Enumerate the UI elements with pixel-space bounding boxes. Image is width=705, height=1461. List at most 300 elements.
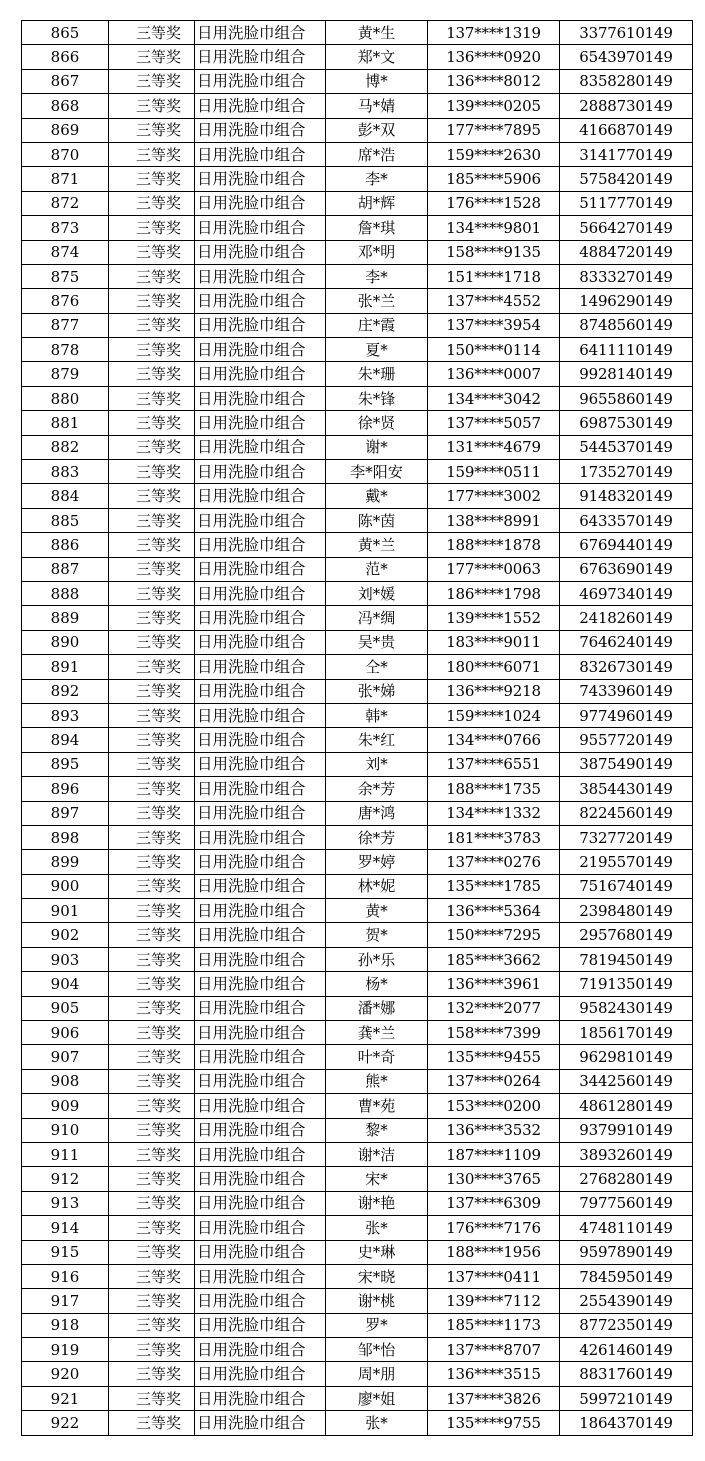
prize-level-cell: 三等奖 xyxy=(109,264,195,288)
prize-level-cell: 三等奖 xyxy=(109,1045,195,1069)
prize-level-cell: 三等奖 xyxy=(109,1021,195,1045)
prize-code-cell: 6543970149 xyxy=(560,45,693,69)
prize-item-cell: 日用洗脸巾组合 xyxy=(195,752,326,776)
prize-level-cell: 三等奖 xyxy=(109,1069,195,1093)
winner-name-cell: 韩* xyxy=(326,703,428,727)
prize-item-cell: 日用洗脸巾组合 xyxy=(195,606,326,630)
table-row xyxy=(22,728,693,752)
winner-name-cell: 郑*文 xyxy=(326,45,428,69)
prize-item-cell: 日用洗脸巾组合 xyxy=(195,1118,326,1142)
phone-number-cell: 134****3042 xyxy=(428,386,560,410)
table-row xyxy=(22,581,693,605)
phone-number-cell: 188****1956 xyxy=(428,1240,560,1264)
prize-code-cell: 2957680149 xyxy=(560,923,693,947)
prize-code-cell: 6763690149 xyxy=(560,557,693,581)
winner-name-cell: 潘*娜 xyxy=(326,996,428,1020)
row-number-cell: 920 xyxy=(22,1362,109,1386)
row-number-cell: 893 xyxy=(22,703,109,727)
row-number-cell: 881 xyxy=(22,411,109,435)
table-row xyxy=(22,411,693,435)
phone-number-cell: 185****5906 xyxy=(428,167,560,191)
winner-name-cell: 朱*锋 xyxy=(326,386,428,410)
prize-level-cell: 三等奖 xyxy=(109,801,195,825)
prize-code-cell: 9774960149 xyxy=(560,703,693,727)
prize-code-cell: 2888730149 xyxy=(560,94,693,118)
prize-level-cell: 三等奖 xyxy=(109,533,195,557)
table-row xyxy=(22,850,693,874)
prize-code-cell: 8772350149 xyxy=(560,1313,693,1337)
prize-code-cell: 8831760149 xyxy=(560,1362,693,1386)
prize-code-cell: 2554390149 xyxy=(560,1289,693,1313)
table-row xyxy=(22,1264,693,1288)
row-number-cell: 891 xyxy=(22,655,109,679)
prize-code-cell: 4861280149 xyxy=(560,1094,693,1118)
prize-level-cell: 三等奖 xyxy=(109,508,195,532)
table-row xyxy=(22,191,693,215)
row-number-cell: 906 xyxy=(22,1021,109,1045)
prize-item-cell: 日用洗脸巾组合 xyxy=(195,1362,326,1386)
row-number-cell: 912 xyxy=(22,1167,109,1191)
table-row xyxy=(22,1118,693,1142)
prize-code-cell: 3377610149 xyxy=(560,21,693,45)
table-row xyxy=(22,216,693,240)
prize-item-cell: 日用洗脸巾组合 xyxy=(195,1313,326,1337)
table-row xyxy=(22,362,693,386)
prize-code-cell: 9629810149 xyxy=(560,1045,693,1069)
row-number-cell: 868 xyxy=(22,94,109,118)
prize-code-cell: 1735270149 xyxy=(560,460,693,484)
prize-code-cell: 7327720149 xyxy=(560,825,693,849)
phone-number-cell: 137****4552 xyxy=(428,289,560,313)
prize-code-cell: 1856170149 xyxy=(560,1021,693,1045)
prize-item-cell: 日用洗脸巾组合 xyxy=(195,45,326,69)
row-number-cell: 910 xyxy=(22,1118,109,1142)
phone-number-cell: 137****6551 xyxy=(428,752,560,776)
prize-item-cell: 日用洗脸巾组合 xyxy=(195,142,326,166)
prize-code-cell: 3854430149 xyxy=(560,777,693,801)
prize-item-cell: 日用洗脸巾组合 xyxy=(195,264,326,288)
table-row xyxy=(22,947,693,971)
prize-level-cell: 三等奖 xyxy=(109,1118,195,1142)
phone-number-cell: 158****9135 xyxy=(428,240,560,264)
phone-number-cell: 136****3515 xyxy=(428,1362,560,1386)
table-row xyxy=(22,533,693,557)
prize-level-cell: 三等奖 xyxy=(109,1240,195,1264)
prize-item-cell: 日用洗脸巾组合 xyxy=(195,289,326,313)
phone-number-cell: 135****1785 xyxy=(428,874,560,898)
winner-name-cell: 龚*兰 xyxy=(326,1021,428,1045)
winner-name-cell: 李*阳安 xyxy=(326,460,428,484)
table-row xyxy=(22,142,693,166)
winner-name-cell: 冯*绸 xyxy=(326,606,428,630)
row-number-cell: 880 xyxy=(22,386,109,410)
winner-name-cell: 宋* xyxy=(326,1167,428,1191)
phone-number-cell: 159****0511 xyxy=(428,460,560,484)
phone-number-cell: 150****0114 xyxy=(428,338,560,362)
winner-name-cell: 陈*茵 xyxy=(326,508,428,532)
phone-number-cell: 138****8991 xyxy=(428,508,560,532)
prize-item-cell: 日用洗脸巾组合 xyxy=(195,728,326,752)
phone-number-cell: 177****3002 xyxy=(428,484,560,508)
prize-code-cell: 8748560149 xyxy=(560,313,693,337)
prize-level-cell: 三等奖 xyxy=(109,825,195,849)
winner-name-cell: 黄*兰 xyxy=(326,533,428,557)
row-number-cell: 917 xyxy=(22,1289,109,1313)
prize-level-cell: 三等奖 xyxy=(109,386,195,410)
prize-level-cell: 三等奖 xyxy=(109,1313,195,1337)
row-number-cell: 874 xyxy=(22,240,109,264)
table-row xyxy=(22,435,693,459)
prize-item-cell: 日用洗脸巾组合 xyxy=(195,338,326,362)
row-number-cell: 901 xyxy=(22,899,109,923)
winner-name-cell: 史*琳 xyxy=(326,1240,428,1264)
row-number-cell: 916 xyxy=(22,1264,109,1288)
phone-number-cell: 188****1735 xyxy=(428,777,560,801)
row-number-cell: 896 xyxy=(22,777,109,801)
prize-code-cell: 8358280149 xyxy=(560,69,693,93)
prize-item-cell: 日用洗脸巾组合 xyxy=(195,362,326,386)
row-number-cell: 903 xyxy=(22,947,109,971)
prize-level-cell: 三等奖 xyxy=(109,313,195,337)
phone-number-cell: 137****3954 xyxy=(428,313,560,337)
row-number-cell: 882 xyxy=(22,435,109,459)
prize-code-cell: 7191350149 xyxy=(560,972,693,996)
prize-code-cell: 2398480149 xyxy=(560,899,693,923)
table-row xyxy=(22,557,693,581)
prize-item-cell: 日用洗脸巾组合 xyxy=(195,411,326,435)
table-row xyxy=(22,313,693,337)
prize-level-cell: 三等奖 xyxy=(109,1167,195,1191)
prize-item-cell: 日用洗脸巾组合 xyxy=(195,1167,326,1191)
prize-item-cell: 日用洗脸巾组合 xyxy=(195,703,326,727)
prize-code-cell: 2768280149 xyxy=(560,1167,693,1191)
prize-code-cell: 6987530149 xyxy=(560,411,693,435)
winner-name-cell: 吴*贵 xyxy=(326,630,428,654)
phone-number-cell: 139****0205 xyxy=(428,94,560,118)
row-number-cell: 875 xyxy=(22,264,109,288)
prize-code-cell: 7646240149 xyxy=(560,630,693,654)
winner-name-cell: 谢*艳 xyxy=(326,1191,428,1215)
prize-code-cell: 3141770149 xyxy=(560,142,693,166)
winner-name-cell: 彭*双 xyxy=(326,118,428,142)
prize-code-cell: 8333270149 xyxy=(560,264,693,288)
prize-item-cell: 日用洗脸巾组合 xyxy=(195,533,326,557)
prize-code-cell: 7516740149 xyxy=(560,874,693,898)
phone-number-cell: 188****1878 xyxy=(428,533,560,557)
table-row xyxy=(22,1216,693,1240)
table-row xyxy=(22,484,693,508)
prize-item-cell: 日用洗脸巾组合 xyxy=(195,435,326,459)
row-number-cell: 904 xyxy=(22,972,109,996)
row-number-cell: 865 xyxy=(22,21,109,45)
phone-number-cell: 137****0276 xyxy=(428,850,560,874)
phone-number-cell: 137****6309 xyxy=(428,1191,560,1215)
prize-item-cell: 日用洗脸巾组合 xyxy=(195,801,326,825)
winner-name-cell: 罗* xyxy=(326,1313,428,1337)
winner-name-cell: 李* xyxy=(326,167,428,191)
row-number-cell: 909 xyxy=(22,1094,109,1118)
winner-name-cell: 熊* xyxy=(326,1069,428,1093)
prize-level-cell: 三等奖 xyxy=(109,191,195,215)
table-row xyxy=(22,752,693,776)
prize-item-cell: 日用洗脸巾组合 xyxy=(195,777,326,801)
row-number-cell: 907 xyxy=(22,1045,109,1069)
phone-number-cell: 136****8012 xyxy=(428,69,560,93)
row-number-cell: 884 xyxy=(22,484,109,508)
table-row xyxy=(22,874,693,898)
phone-number-cell: 132****2077 xyxy=(428,996,560,1020)
winner-name-cell: 张* xyxy=(326,1216,428,1240)
prize-item-cell: 日用洗脸巾组合 xyxy=(195,1021,326,1045)
phone-number-cell: 135****9455 xyxy=(428,1045,560,1069)
phone-number-cell: 137****0264 xyxy=(428,1069,560,1093)
table-row xyxy=(22,923,693,947)
table-row xyxy=(22,21,693,45)
prize-item-cell: 日用洗脸巾组合 xyxy=(195,191,326,215)
prize-level-cell: 三等奖 xyxy=(109,874,195,898)
prize-level-cell: 三等奖 xyxy=(109,1142,195,1166)
phone-number-cell: 181****3783 xyxy=(428,825,560,849)
prize-item-cell: 日用洗脸巾组合 xyxy=(195,1216,326,1240)
table-row xyxy=(22,1191,693,1215)
prize-level-cell: 三等奖 xyxy=(109,1338,195,1362)
winner-name-cell: 戴* xyxy=(326,484,428,508)
row-number-cell: 877 xyxy=(22,313,109,337)
prize-code-cell: 9597890149 xyxy=(560,1240,693,1264)
phone-number-cell: 177****0063 xyxy=(428,557,560,581)
row-number-cell: 897 xyxy=(22,801,109,825)
winner-name-cell: 唐*鸿 xyxy=(326,801,428,825)
prize-item-cell: 日用洗脸巾组合 xyxy=(195,581,326,605)
prize-code-cell: 2418260149 xyxy=(560,606,693,630)
table-row xyxy=(22,1094,693,1118)
table-row xyxy=(22,264,693,288)
row-number-cell: 918 xyxy=(22,1313,109,1337)
phone-number-cell: 134****0766 xyxy=(428,728,560,752)
winner-name-cell: 谢*洁 xyxy=(326,1142,428,1166)
winner-name-cell: 曹*苑 xyxy=(326,1094,428,1118)
phone-number-cell: 134****1332 xyxy=(428,801,560,825)
phone-number-cell: 137****1319 xyxy=(428,21,560,45)
prize-level-cell: 三等奖 xyxy=(109,728,195,752)
prize-level-cell: 三等奖 xyxy=(109,899,195,923)
row-number-cell: 869 xyxy=(22,118,109,142)
prize-item-cell: 日用洗脸巾组合 xyxy=(195,1289,326,1313)
prize-code-cell: 4884720149 xyxy=(560,240,693,264)
prize-level-cell: 三等奖 xyxy=(109,338,195,362)
prize-code-cell: 7977560149 xyxy=(560,1191,693,1215)
winners-table-body xyxy=(22,21,693,1436)
prize-level-cell: 三等奖 xyxy=(109,460,195,484)
row-number-cell: 905 xyxy=(22,996,109,1020)
phone-number-cell: 136****5364 xyxy=(428,899,560,923)
prize-level-cell: 三等奖 xyxy=(109,1386,195,1410)
phone-number-cell: 176****7176 xyxy=(428,1216,560,1240)
prize-item-cell: 日用洗脸巾组合 xyxy=(195,1045,326,1069)
prize-code-cell: 7819450149 xyxy=(560,947,693,971)
phone-number-cell: 159****1024 xyxy=(428,703,560,727)
phone-number-cell: 136****3532 xyxy=(428,1118,560,1142)
table-row xyxy=(22,825,693,849)
winner-name-cell: 席*浩 xyxy=(326,142,428,166)
table-row xyxy=(22,240,693,264)
phone-number-cell: 186****1798 xyxy=(428,581,560,605)
row-number-cell: 915 xyxy=(22,1240,109,1264)
winner-name-cell: 徐*贤 xyxy=(326,411,428,435)
prize-code-cell: 3893260149 xyxy=(560,1142,693,1166)
prize-level-cell: 三等奖 xyxy=(109,118,195,142)
row-number-cell: 872 xyxy=(22,191,109,215)
phone-number-cell: 137****5057 xyxy=(428,411,560,435)
row-number-cell: 870 xyxy=(22,142,109,166)
winner-name-cell: 徐*芳 xyxy=(326,825,428,849)
table-row xyxy=(22,1386,693,1410)
prize-item-cell: 日用洗脸巾组合 xyxy=(195,1240,326,1264)
phone-number-cell: 136****9218 xyxy=(428,679,560,703)
prize-code-cell: 3442560149 xyxy=(560,1069,693,1093)
prize-level-cell: 三等奖 xyxy=(109,1094,195,1118)
phone-number-cell: 139****1552 xyxy=(428,606,560,630)
row-number-cell: 899 xyxy=(22,850,109,874)
winner-name-cell: 邹*怡 xyxy=(326,1338,428,1362)
phone-number-cell: 177****7895 xyxy=(428,118,560,142)
winner-name-cell: 杨* xyxy=(326,972,428,996)
row-number-cell: 888 xyxy=(22,581,109,605)
prize-level-cell: 三等奖 xyxy=(109,45,195,69)
winner-name-cell: 余*芳 xyxy=(326,777,428,801)
prize-item-cell: 日用洗脸巾组合 xyxy=(195,167,326,191)
prize-code-cell: 6433570149 xyxy=(560,508,693,532)
prize-item-cell: 日用洗脸巾组合 xyxy=(195,118,326,142)
phone-number-cell: 185****3662 xyxy=(428,947,560,971)
prize-item-cell: 日用洗脸巾组合 xyxy=(195,1264,326,1288)
prize-item-cell: 日用洗脸巾组合 xyxy=(195,94,326,118)
phone-number-cell: 137****8707 xyxy=(428,1338,560,1362)
prize-item-cell: 日用洗脸巾组合 xyxy=(195,825,326,849)
prize-code-cell: 5997210149 xyxy=(560,1386,693,1410)
prize-item-cell: 日用洗脸巾组合 xyxy=(195,460,326,484)
prize-item-cell: 日用洗脸巾组合 xyxy=(195,1411,326,1435)
prize-level-cell: 三等奖 xyxy=(109,606,195,630)
phone-number-cell: 153****0200 xyxy=(428,1094,560,1118)
prize-code-cell: 2195570149 xyxy=(560,850,693,874)
winner-name-cell: 黄*生 xyxy=(326,21,428,45)
prize-item-cell: 日用洗脸巾组合 xyxy=(195,508,326,532)
winner-name-cell: 博* xyxy=(326,69,428,93)
prize-code-cell: 4697340149 xyxy=(560,581,693,605)
prize-code-cell: 1496290149 xyxy=(560,289,693,313)
prize-level-cell: 三等奖 xyxy=(109,216,195,240)
prize-code-cell: 8224560149 xyxy=(560,801,693,825)
table-row xyxy=(22,606,693,630)
phone-number-cell: 180****6071 xyxy=(428,655,560,679)
table-row xyxy=(22,972,693,996)
prize-code-cell: 5117770149 xyxy=(560,191,693,215)
row-number-cell: 876 xyxy=(22,289,109,313)
prize-code-cell: 9379910149 xyxy=(560,1118,693,1142)
table-row xyxy=(22,679,693,703)
prize-level-cell: 三等奖 xyxy=(109,362,195,386)
winner-name-cell: 詹*琪 xyxy=(326,216,428,240)
table-row xyxy=(22,996,693,1020)
prize-code-cell: 9148320149 xyxy=(560,484,693,508)
prize-item-cell: 日用洗脸巾组合 xyxy=(195,899,326,923)
phone-number-cell: 134****9801 xyxy=(428,216,560,240)
table-row xyxy=(22,1362,693,1386)
table-row xyxy=(22,508,693,532)
winner-name-cell: 张*娣 xyxy=(326,679,428,703)
row-number-cell: 885 xyxy=(22,508,109,532)
winner-name-cell: 宋*晓 xyxy=(326,1264,428,1288)
winner-name-cell: 胡*辉 xyxy=(326,191,428,215)
row-number-cell: 913 xyxy=(22,1191,109,1215)
phone-number-cell: 159****2630 xyxy=(428,142,560,166)
prize-code-cell: 8326730149 xyxy=(560,655,693,679)
prize-level-cell: 三等奖 xyxy=(109,630,195,654)
winner-name-cell: 邓*明 xyxy=(326,240,428,264)
prize-code-cell: 7845950149 xyxy=(560,1264,693,1288)
phone-number-cell: 136****3961 xyxy=(428,972,560,996)
phone-number-cell: 150****7295 xyxy=(428,923,560,947)
prize-item-cell: 日用洗脸巾组合 xyxy=(195,923,326,947)
table-row xyxy=(22,289,693,313)
winner-name-cell: 谢* xyxy=(326,435,428,459)
winner-name-cell: 张* xyxy=(326,1411,428,1435)
phone-number-cell: 135****9755 xyxy=(428,1411,560,1435)
prize-level-cell: 三等奖 xyxy=(109,411,195,435)
table-row xyxy=(22,801,693,825)
phone-number-cell: 185****1173 xyxy=(428,1313,560,1337)
prize-item-cell: 日用洗脸巾组合 xyxy=(195,972,326,996)
prize-item-cell: 日用洗脸巾组合 xyxy=(195,1142,326,1166)
prize-code-cell: 4748110149 xyxy=(560,1216,693,1240)
prize-item-cell: 日用洗脸巾组合 xyxy=(195,630,326,654)
prize-code-cell: 5758420149 xyxy=(560,167,693,191)
row-number-cell: 866 xyxy=(22,45,109,69)
prize-code-cell: 6411110149 xyxy=(560,338,693,362)
table-row xyxy=(22,167,693,191)
winner-name-cell: 黄* xyxy=(326,899,428,923)
row-number-cell: 914 xyxy=(22,1216,109,1240)
winner-name-cell: 贺* xyxy=(326,923,428,947)
table-row xyxy=(22,338,693,362)
table-row xyxy=(22,1142,693,1166)
prize-code-cell: 9928140149 xyxy=(560,362,693,386)
row-number-cell: 887 xyxy=(22,557,109,581)
prize-code-cell: 6769440149 xyxy=(560,533,693,557)
prize-item-cell: 日用洗脸巾组合 xyxy=(195,850,326,874)
row-number-cell: 919 xyxy=(22,1338,109,1362)
prize-level-cell: 三等奖 xyxy=(109,679,195,703)
prize-level-cell: 三等奖 xyxy=(109,240,195,264)
prize-item-cell: 日用洗脸巾组合 xyxy=(195,240,326,264)
table-row xyxy=(22,1289,693,1313)
prize-level-cell: 三等奖 xyxy=(109,1411,195,1435)
table-row xyxy=(22,1411,693,1435)
prize-level-cell: 三等奖 xyxy=(109,21,195,45)
row-number-cell: 908 xyxy=(22,1069,109,1093)
prize-item-cell: 日用洗脸巾组合 xyxy=(195,216,326,240)
row-number-cell: 892 xyxy=(22,679,109,703)
prize-level-cell: 三等奖 xyxy=(109,1216,195,1240)
table-row xyxy=(22,1069,693,1093)
prize-level-cell: 三等奖 xyxy=(109,167,195,191)
table-row xyxy=(22,45,693,69)
row-number-cell: 898 xyxy=(22,825,109,849)
prize-item-cell: 日用洗脸巾组合 xyxy=(195,679,326,703)
row-number-cell: 902 xyxy=(22,923,109,947)
prize-item-cell: 日用洗脸巾组合 xyxy=(195,1386,326,1410)
